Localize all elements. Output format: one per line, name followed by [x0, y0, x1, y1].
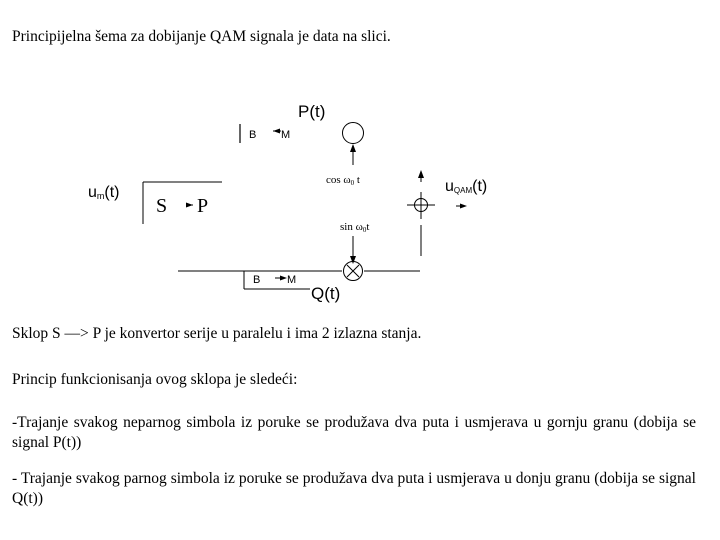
sentence-princip: Princip funkcionisanja ovog sklopa je sledeći:: [12, 371, 298, 388]
bullet-odd: -Trajanje svakog neparnog simbola iz poruke se produžava dva puta i usmjerava u gornju granu (dobija se signal P(t)): [12, 414, 696, 451]
um-label: um(t): [88, 184, 120, 201]
upper-carrier-arrow: [350, 144, 356, 152]
intro-text: Principijelna šema za dobijanje QAM signala je data na slici.: [12, 28, 391, 45]
bm-bottom-b: B: [253, 274, 261, 286]
q-label: Q(t): [311, 284, 341, 303]
bullet-even: - Trajanje svakog parnog simbola iz poruke se produžava dva puta i usmjerava u donju granu (dobija se signal Q(t)): [12, 470, 696, 507]
sin-label: sin ω0t: [340, 221, 370, 234]
sp-s-label: S: [156, 195, 168, 217]
uqam-label: uQAM(t): [445, 178, 488, 195]
sentence-sp: Sklop S —> P je konvertor serije u paralelu i ima 2 izlazna stanja.: [12, 325, 422, 342]
cos-label: cos ω0 t: [326, 174, 360, 187]
sp-p-label: P: [197, 195, 209, 217]
p-label: P(t): [298, 102, 326, 121]
bm-top-m: M: [281, 129, 291, 141]
lower-carrier-arrow: [350, 256, 356, 264]
bm-top-b: B: [249, 129, 257, 141]
upper-oscillator-circle: [343, 123, 364, 144]
bm-bottom-m: M: [287, 274, 297, 286]
sp-arrow: [186, 203, 193, 208]
